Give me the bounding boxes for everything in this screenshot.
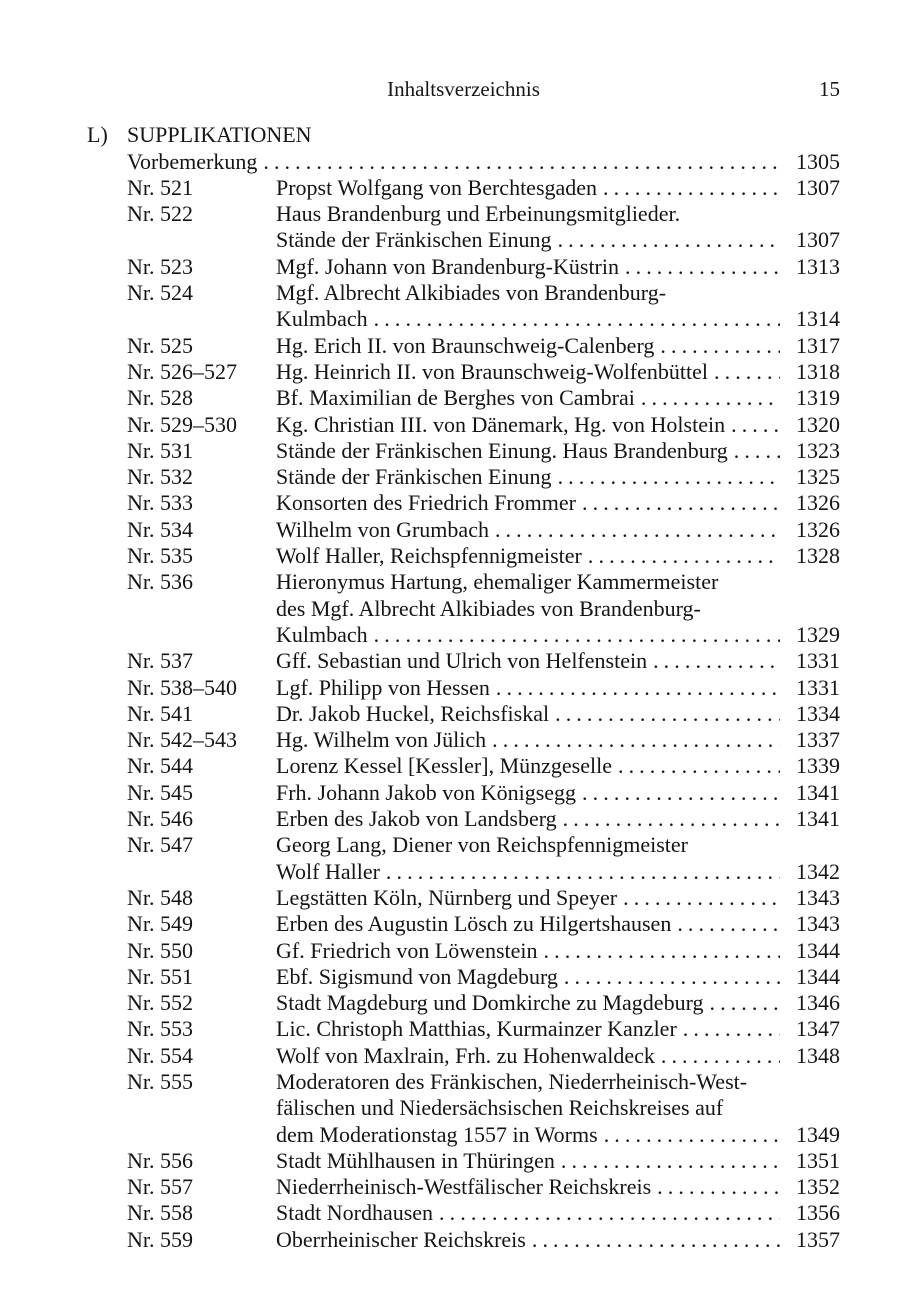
preface-label: Vorbemerkung	[127, 148, 258, 174]
toc-entry	[127, 412, 840, 438]
dot-leader	[623, 885, 780, 911]
entry-last-line	[276, 333, 840, 359]
toc-entry	[127, 280, 840, 333]
toc-entry	[127, 1174, 840, 1200]
entry-number: Nr. 535	[127, 543, 193, 569]
entry-page-number: 1318	[796, 358, 840, 384]
entry-number: Nr. 550	[127, 937, 193, 963]
entry-title-block	[276, 201, 840, 254]
toc-entry	[127, 964, 840, 990]
preface-page-number: 1305	[796, 148, 840, 174]
entry-title-line: Mgf. Albrecht Alkibiades von Brandenburg-	[276, 280, 667, 306]
toc-list	[127, 175, 840, 1253]
entry-last-line	[276, 490, 840, 516]
entry-number: Nr. 534	[127, 516, 193, 542]
entry-page-number: 1326	[796, 516, 840, 542]
dot-leader	[263, 149, 780, 175]
entry-last-line	[276, 753, 840, 779]
entry-page-number: 1307	[796, 227, 840, 253]
entry-title-text: Stände der Fränkischen Einung	[276, 227, 552, 253]
entry-last-line	[276, 859, 840, 885]
entry-title-text: Stände der Fränkischen Einung	[276, 464, 552, 490]
entry-title-line: Haus Brandenburg und Erbeinungsmitglieder.	[276, 201, 681, 227]
dot-leader	[558, 464, 780, 490]
entry-title-block	[276, 490, 840, 516]
entry-page-number: 1339	[796, 753, 840, 779]
entry-title-text: Wolf Haller	[276, 858, 380, 884]
toc-entry	[127, 464, 840, 490]
entry-last-line	[276, 543, 840, 569]
entry-page-number: 1341	[796, 806, 840, 832]
dot-leader	[661, 1043, 780, 1069]
toc-entry	[127, 569, 840, 648]
dot-leader	[374, 622, 780, 648]
entry-last-line	[276, 938, 840, 964]
entry-title-block	[276, 280, 840, 333]
toc-entry	[127, 438, 840, 464]
entry-title-text: Lic. Christoph Matthias, Kurmainzer Kanzler	[276, 1016, 677, 1042]
entry-title-text: Lgf. Philipp von Hessen	[276, 674, 490, 700]
entry-page-number: 1319	[796, 385, 840, 411]
entry-last-line	[276, 675, 840, 701]
entry-title-text: Mgf. Johann von Brandenburg-Küstrin	[276, 253, 619, 279]
page-title: Inhaltsverzeichnis	[387, 77, 540, 101]
entry-title-text: Kulmbach	[276, 306, 368, 332]
toc-entry	[127, 832, 840, 885]
entry-title-block	[276, 990, 840, 1016]
entry-last-line	[276, 254, 840, 280]
entry-title-text: Stadt Magdeburg und Domkirche zu Magdeburg	[276, 990, 704, 1016]
entry-last-line	[276, 911, 840, 937]
entry-last-line	[276, 1200, 840, 1226]
toc-entry	[127, 753, 840, 779]
entry-last-line	[276, 885, 840, 911]
section-title: SUPPLIKATIONEN	[127, 122, 312, 148]
toc-entry	[127, 490, 840, 516]
toc-entry	[127, 727, 840, 753]
dot-leader	[532, 1227, 780, 1253]
entry-last-line	[276, 780, 840, 806]
toc-entry	[127, 885, 840, 911]
dot-leader	[544, 938, 781, 964]
entry-page-number: 1337	[796, 727, 840, 753]
entry-title-block	[276, 1200, 840, 1226]
entry-title-block	[276, 359, 840, 385]
entry-title-line: fälischen und Niedersächsischen Reichskreises auf	[276, 1095, 724, 1121]
entry-page-number: 1356	[796, 1200, 840, 1226]
entry-page-number: 1352	[796, 1174, 840, 1200]
toc-entry	[127, 201, 840, 254]
entry-title-block	[276, 438, 840, 464]
entry-title-text: Wolf von Maxlrain, Frh. zu Hohenwaldeck	[276, 1042, 655, 1068]
entry-page-number: 1347	[796, 1016, 840, 1042]
entry-title-text: Niederrheinisch-Westfälischer Reichskreis	[276, 1174, 652, 1200]
entry-title-block	[276, 964, 840, 990]
entry-number: Nr. 529–530	[127, 411, 237, 437]
toc-entry	[127, 254, 840, 280]
entry-page-number: 1349	[796, 1121, 840, 1147]
dot-leader	[558, 227, 780, 253]
entry-number: Nr. 554	[127, 1042, 193, 1068]
entry-title-block	[276, 806, 840, 832]
entry-page-number: 1313	[796, 253, 840, 279]
entry-number: Nr. 521	[127, 174, 193, 200]
dot-leader	[492, 727, 780, 753]
toc-entry	[127, 175, 840, 201]
entry-title-text: Stände der Fränkischen Einung. Haus Brandenburg	[276, 437, 728, 463]
dot-leader	[734, 438, 780, 464]
preface-row	[127, 149, 840, 175]
dot-leader	[625, 254, 780, 280]
entry-page-number: 1331	[796, 674, 840, 700]
entry-page-number: 1326	[796, 490, 840, 516]
entry-page-number: 1314	[796, 306, 840, 332]
entry-page-number: 1343	[796, 911, 840, 937]
entry-last-line	[276, 727, 840, 753]
entry-title-text: Gff. Sebastian und Ulrich von Helfenstein	[276, 648, 648, 674]
dot-leader	[683, 1016, 780, 1042]
entry-last-line	[276, 464, 840, 490]
entry-title-block	[276, 569, 840, 648]
entry-title-text: Kg. Christian III. von Dänemark, Hg. von Holstein	[276, 411, 726, 437]
entry-page-number: 1331	[796, 648, 840, 674]
entry-page-number: 1343	[796, 884, 840, 910]
entry-number: Nr. 548	[127, 884, 193, 910]
entry-page-number: 1323	[796, 437, 840, 463]
entry-last-line	[276, 175, 840, 201]
toc-entry	[127, 543, 840, 569]
entry-last-line	[276, 1043, 840, 1069]
entry-number: Nr. 533	[127, 490, 193, 516]
toc-entry	[127, 1148, 840, 1174]
toc-entry	[127, 385, 840, 411]
dot-leader	[561, 1148, 780, 1174]
entry-last-line	[276, 517, 840, 543]
entry-title-text: Konsorten des Friedrich Frommer	[276, 490, 576, 516]
entry-title-block	[276, 885, 840, 911]
entry-title-text: Erben des Augustin Lösch zu Hilgertshausen	[276, 911, 672, 937]
entry-page-number: 1342	[796, 858, 840, 884]
entry-title-text: Dr. Jakob Huckel, Reichsfiskal	[276, 700, 550, 726]
entry-title-block	[276, 1069, 840, 1148]
entry-title-text: Bf. Maximilian de Berghes von Cambrai	[276, 385, 635, 411]
entry-number: Nr. 557	[127, 1174, 193, 1200]
toc-entry	[127, 806, 840, 832]
entry-number: Nr. 547	[127, 832, 193, 858]
entry-title-text: Stadt Nordhausen	[276, 1200, 434, 1226]
entry-last-line	[276, 438, 840, 464]
entry-title-text: Legstätten Köln, Nürnberg und Speyer	[276, 884, 618, 910]
entry-title-block	[276, 1148, 840, 1174]
entry-number: Nr. 537	[127, 648, 193, 674]
entry-title-block	[276, 175, 840, 201]
dot-leader	[653, 648, 780, 674]
entry-title-text: Propst Wolfgang von Berchtesgaden	[276, 174, 598, 200]
dot-leader	[582, 780, 780, 806]
table-of-contents	[0, 122, 900, 1253]
entry-last-line	[276, 648, 840, 674]
entry-last-line	[276, 990, 840, 1016]
entry-last-line	[276, 412, 840, 438]
entry-title-line: Georg Lang, Diener von Reichspfennigmeister	[276, 832, 688, 858]
entry-title-text: dem Moderationstag 1557 in Worms	[276, 1121, 598, 1147]
entry-page-number: 1334	[796, 700, 840, 726]
dot-leader	[677, 911, 780, 937]
entry-title-text: Frh. Johann Jakob von Königsegg	[276, 779, 577, 805]
entry-number: Nr. 549	[127, 911, 193, 937]
entry-number: Nr. 531	[127, 437, 193, 463]
entry-page-number: 1325	[796, 464, 840, 490]
entry-title-block	[276, 543, 840, 569]
entry-page-number: 1320	[796, 411, 840, 437]
entry-last-line	[276, 1227, 840, 1253]
page-number: 15	[819, 77, 840, 101]
entry-last-line	[276, 1016, 840, 1042]
dot-leader	[731, 412, 780, 438]
entry-number: Nr. 525	[127, 332, 193, 358]
entry-number: Nr. 523	[127, 253, 193, 279]
toc-entry	[127, 780, 840, 806]
toc-entry	[127, 359, 840, 385]
entry-title-block	[276, 1227, 840, 1253]
dot-leader	[618, 753, 780, 779]
entry-title-text: Hg. Wilhelm von Jülich	[276, 727, 487, 753]
entry-page-number: 1329	[796, 621, 840, 647]
dot-leader	[660, 333, 780, 359]
entry-number: Nr. 528	[127, 385, 193, 411]
toc-entry	[127, 517, 840, 543]
toc-entry	[127, 990, 840, 1016]
entry-title-block	[276, 1174, 840, 1200]
dot-leader	[563, 806, 780, 832]
running-header	[0, 0, 900, 102]
entry-last-line	[276, 227, 840, 253]
toc-entry	[127, 648, 840, 674]
toc-entry	[127, 938, 840, 964]
entry-number: Nr. 559	[127, 1226, 193, 1252]
entry-title-block	[276, 780, 840, 806]
dot-leader	[439, 1200, 780, 1226]
entry-number: Nr. 542–543	[127, 727, 237, 753]
entry-number: Nr. 536	[127, 569, 193, 595]
dot-leader	[564, 964, 780, 990]
entry-last-line	[276, 701, 840, 727]
entry-title-block	[276, 333, 840, 359]
entry-number: Nr. 558	[127, 1200, 193, 1226]
toc-entry	[127, 333, 840, 359]
entry-title-text: Wolf Haller, Reichspfennigmeister	[276, 543, 582, 569]
entry-number: Nr. 546	[127, 806, 193, 832]
entry-number: Nr. 555	[127, 1068, 193, 1094]
entry-title-line: des Mgf. Albrecht Alkibiades von Brandenburg-	[276, 595, 701, 621]
entry-number: Nr. 552	[127, 990, 193, 1016]
toc-entry	[127, 675, 840, 701]
dot-leader	[641, 385, 780, 411]
entry-last-line	[276, 385, 840, 411]
entry-number: Nr. 541	[127, 700, 193, 726]
toc-entry	[127, 911, 840, 937]
entry-title-text: Oberrheinischer Reichskreis	[276, 1226, 526, 1252]
entry-page-number: 1344	[796, 937, 840, 963]
entry-title-block	[276, 1016, 840, 1042]
entry-title-block	[276, 727, 840, 753]
entry-last-line	[276, 1148, 840, 1174]
entry-number: Nr. 545	[127, 779, 193, 805]
entry-last-line	[276, 964, 840, 990]
entry-page-number: 1344	[796, 963, 840, 989]
entry-title-text: Ebf. Sigismund von Magdeburg	[276, 963, 558, 989]
entry-page-number: 1346	[796, 990, 840, 1016]
entry-title-block	[276, 832, 840, 885]
entry-title-line: Hieronymus Hartung, ehemaliger Kammermeister	[276, 569, 719, 595]
entry-title-text: Wilhelm von Grumbach	[276, 516, 489, 542]
dot-leader	[495, 517, 780, 543]
entry-title-block	[276, 464, 840, 490]
entry-title-block	[276, 254, 840, 280]
entry-last-line	[276, 306, 840, 332]
entry-page-number: 1328	[796, 543, 840, 569]
toc-entry	[127, 1200, 840, 1226]
entry-number: Nr. 532	[127, 464, 193, 490]
entry-number: Nr. 526–527	[127, 358, 237, 384]
toc-entry	[127, 701, 840, 727]
entry-number: Nr. 556	[127, 1147, 193, 1173]
entry-title-text: Lorenz Kessel [Kessler], Münzgeselle	[276, 753, 612, 779]
entry-title-block	[276, 938, 840, 964]
dot-leader	[588, 543, 780, 569]
entry-number: Nr. 544	[127, 753, 193, 779]
dot-leader	[555, 701, 780, 727]
entry-title-block	[276, 753, 840, 779]
entry-page-number: 1307	[796, 174, 840, 200]
dot-leader	[582, 490, 780, 516]
section-letter: L)	[87, 122, 108, 148]
entry-last-line	[276, 1174, 840, 1200]
dot-leader	[386, 859, 780, 885]
dot-leader	[603, 175, 780, 201]
toc-entry	[127, 1069, 840, 1148]
entry-number: Nr. 522	[127, 201, 193, 227]
dot-leader	[657, 1174, 780, 1200]
entry-title-block	[276, 1043, 840, 1069]
entry-title-block	[276, 648, 840, 674]
entry-title-text: Erben des Jakob von Landsberg	[276, 806, 557, 832]
dot-leader	[710, 990, 781, 1016]
entry-last-line	[276, 359, 840, 385]
entry-page-number: 1357	[796, 1226, 840, 1252]
entry-page-number: 1341	[796, 779, 840, 805]
toc-entry	[127, 1227, 840, 1253]
entry-title-block	[276, 701, 840, 727]
entry-title-block	[276, 911, 840, 937]
dot-leader	[714, 359, 780, 385]
entry-page-number: 1317	[796, 332, 840, 358]
entry-title-line: Moderatoren des Fränkischen, Niederrheinisch-West-	[276, 1068, 748, 1094]
entry-title-text: Hg. Erich II. von Braunschweig-Calenberg	[276, 332, 655, 358]
entry-title-text: Stadt Mühlhausen in Thüringen	[276, 1147, 555, 1173]
toc-entry	[127, 1016, 840, 1042]
entry-title-text: Kulmbach	[276, 621, 368, 647]
entry-page-number: 1348	[796, 1042, 840, 1068]
dot-leader	[496, 675, 780, 701]
entry-page-number: 1351	[796, 1147, 840, 1173]
entry-number: Nr. 524	[127, 280, 193, 306]
toc-entry	[127, 1043, 840, 1069]
entry-number: Nr. 538–540	[127, 674, 237, 700]
entry-last-line	[276, 806, 840, 832]
entry-last-line	[276, 1122, 840, 1148]
dot-leader	[604, 1122, 780, 1148]
entry-number: Nr. 553	[127, 1016, 193, 1042]
entry-title-block	[276, 517, 840, 543]
dot-leader	[374, 306, 780, 332]
entry-number: Nr. 551	[127, 963, 193, 989]
entry-title-block	[276, 675, 840, 701]
entry-title-text: Hg. Heinrich II. von Braunschweig-Wolfenbüttel	[276, 358, 708, 384]
entry-title-block	[276, 412, 840, 438]
entry-last-line	[276, 622, 840, 648]
entry-title-block	[276, 385, 840, 411]
entry-title-text: Gf. Friedrich von Löwenstein	[276, 937, 538, 963]
